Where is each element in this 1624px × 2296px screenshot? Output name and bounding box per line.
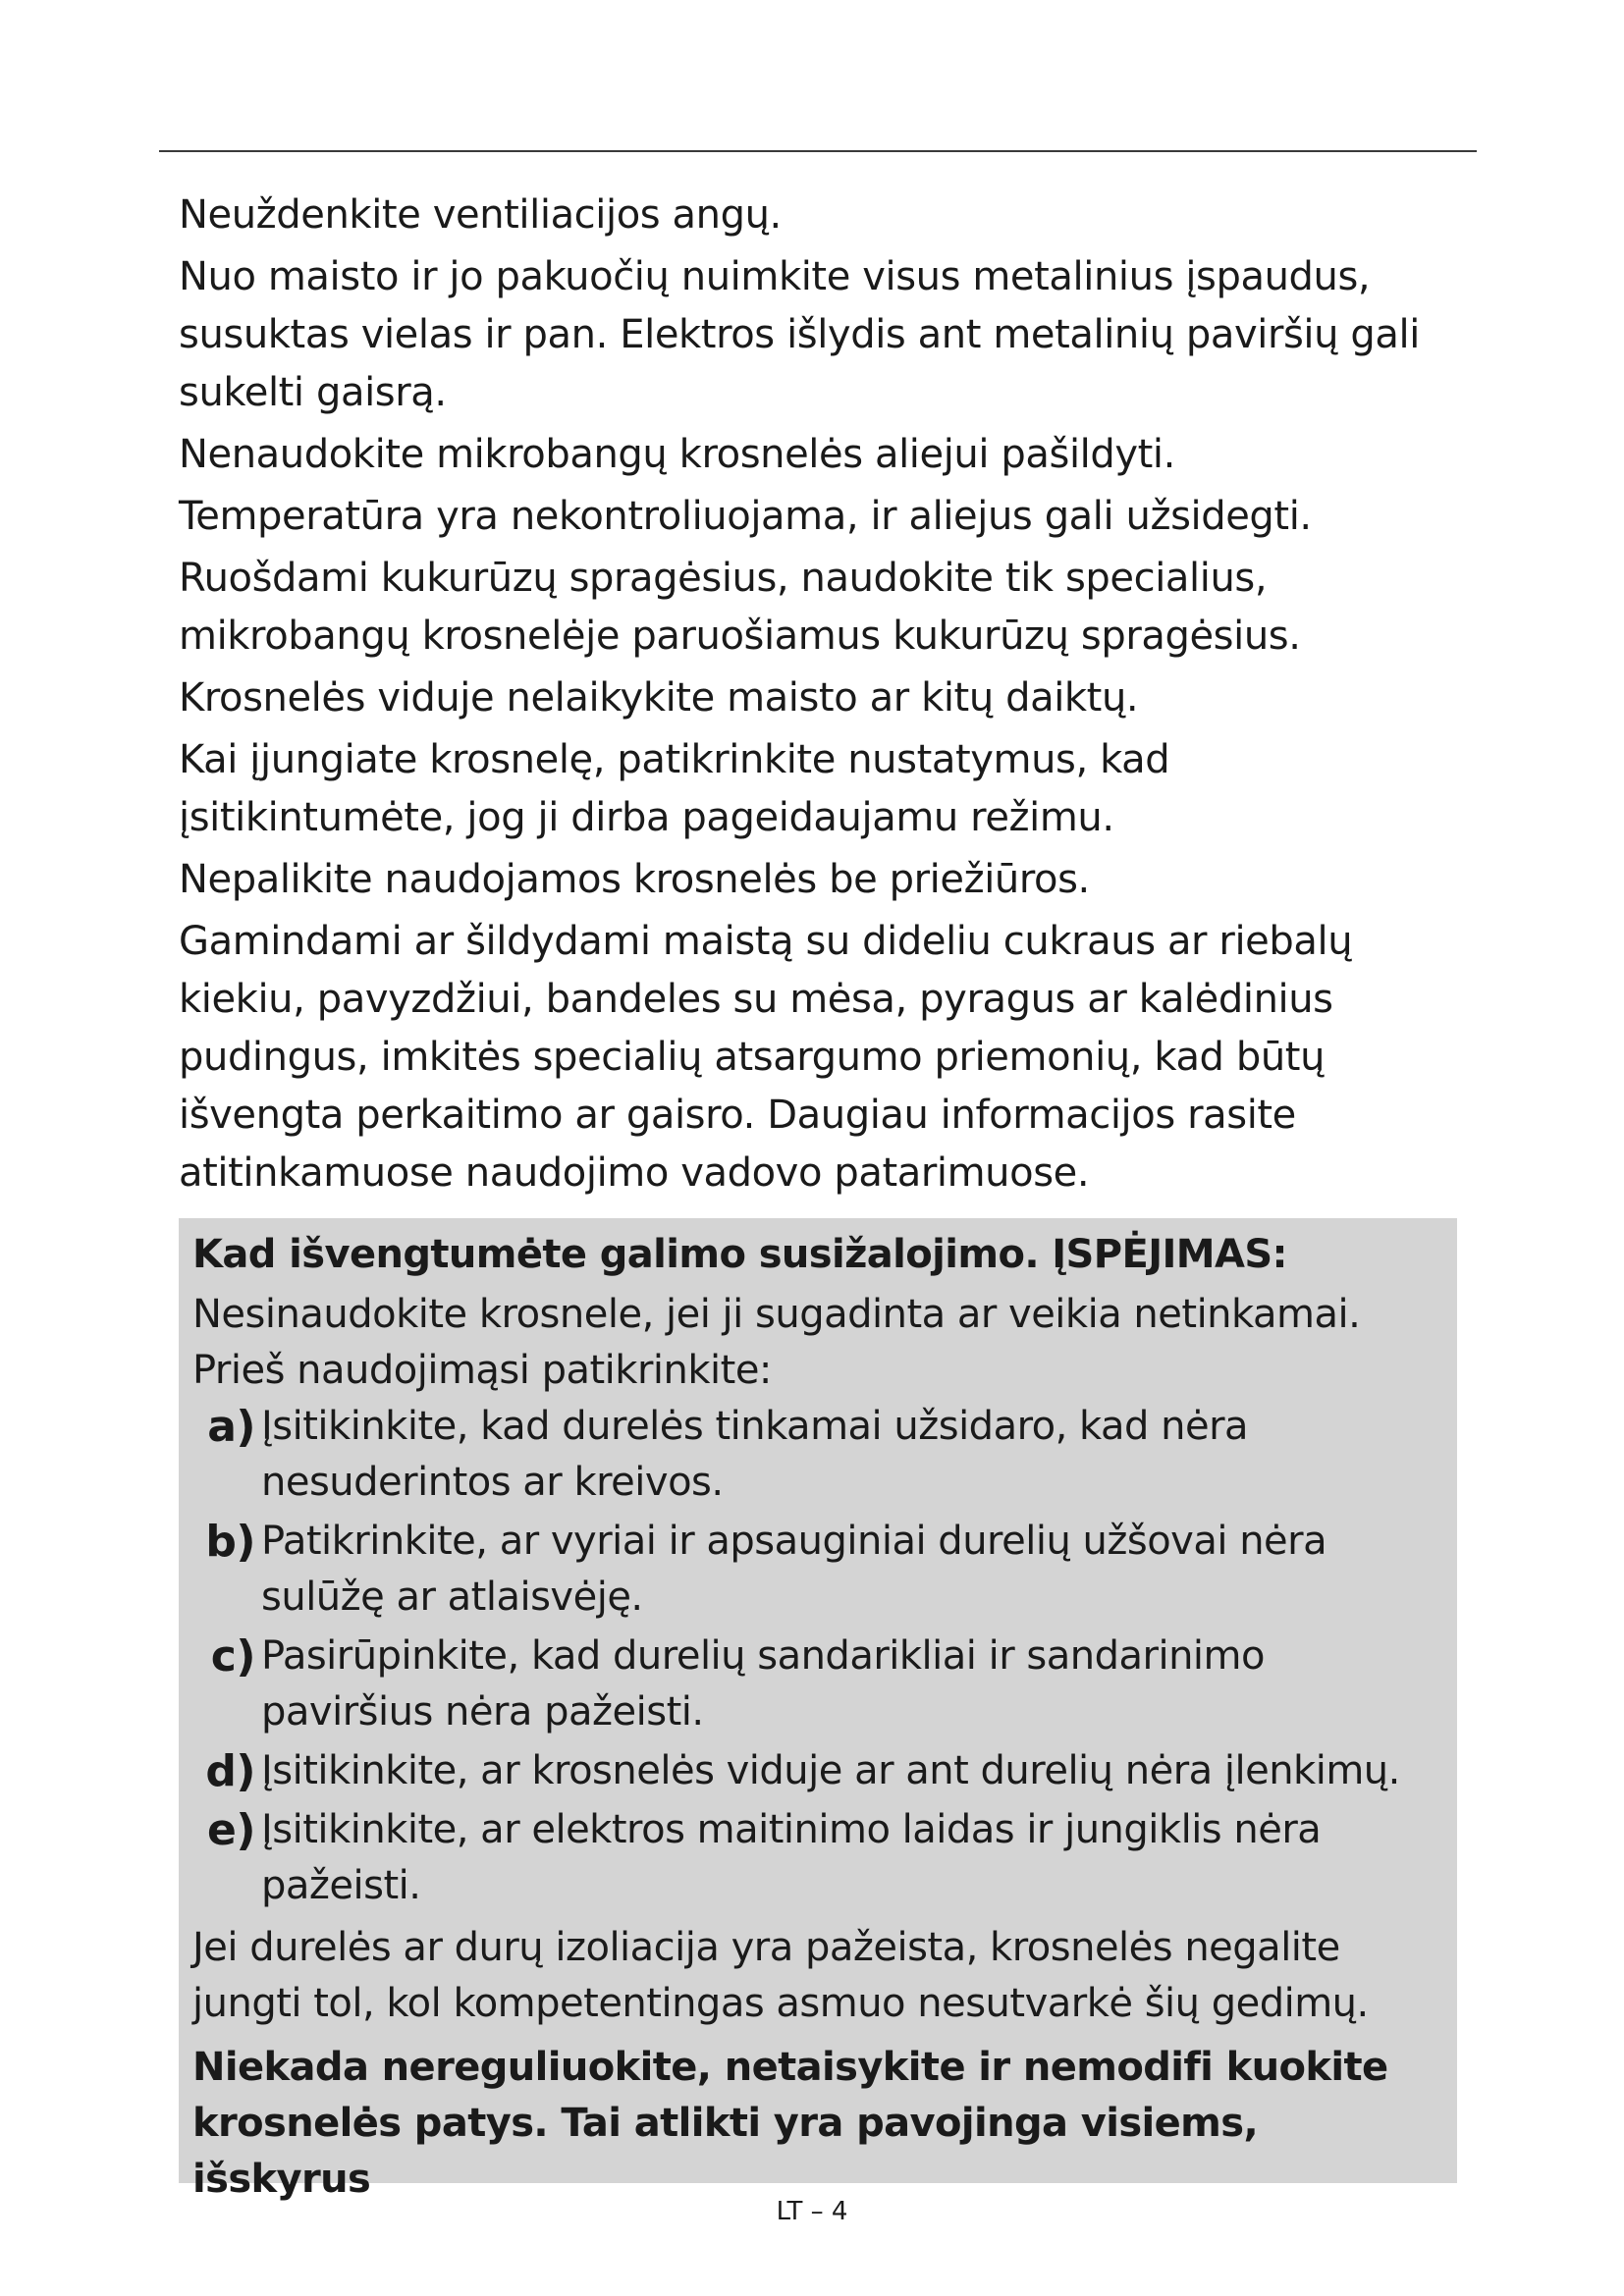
list-item <box>192 1514 1443 1626</box>
warning-box <box>179 1218 1457 2202</box>
top-divider <box>159 150 1477 152</box>
list-item-text: Patikrinkite, ar vyriai ir apsauginiai durelių užšovai nėra sulūžę ar atlaisvėję. <box>261 1519 1327 1620</box>
list-item <box>192 1629 1443 1740</box>
list-item <box>192 1743 1443 1799</box>
list-item <box>192 1399 1443 1511</box>
list-marker: c) <box>210 1631 255 1682</box>
paragraph-metal-clips: Nuo maisto ir jo pakuočių nuimkite visus metalinius įspaudus, susuktas vielas ir pan. Elektros išlydis ant metalinių paviršių gali sukelti gaisrą. <box>179 254 1420 415</box>
warning-door-damage: Jei durelės ar durų izoliacija yra pažeista, krosnelės negalite jungti tol, kol kompetentingas asmuo nesutvarkė šių gedimų. <box>192 1925 1369 2026</box>
paragraph-settings: Kai įjungiate krosnelę, patikrinkite nustatymus, kad įsitikintumėte, jog ji dirba pageidaujamu režimu. <box>179 737 1170 840</box>
page-number: LT – 4 <box>776 2197 848 2226</box>
list-marker: e) <box>207 1805 255 1855</box>
main-text <box>179 187 1475 1206</box>
list-item-text: Įsitikinkite, kad durelės tinkamai užsidaro, kad nėra nesuderintos ar kreivos. <box>261 1404 1249 1505</box>
paragraph-sugar-fat: Gamindami ar šildydami maistą su dideliu cukraus ar riebalų kiekiu, pavyzdžiui, bandeles su mėsa, pyragus ar kalėdinius pudingus, imkitės specialių atsargumo priemonių, kad būtų išvengta perkaitimo ar gaisro. Daugiau informacijos rasite atitinkamuose naudojimo vadovo patarimuose. <box>179 919 1353 1196</box>
warning-intro-line-1: Nesinaudokite krosnele, jei ji sugadinta ar veikia netinkamai. <box>192 1292 1361 1337</box>
paragraph-popcorn: Ruošdami kukurūzų spragėsius, naudokite tik specialius, mikrobangų krosnelėje paruošiamus kukurūzų spragėsius. <box>179 556 1301 659</box>
paragraph-temperature: Temperatūra yra nekontroliuojama, ir aliejus gali užsidegti. <box>179 494 1312 539</box>
list-item <box>192 1802 1443 1914</box>
list-item-text: Įsitikinkite, ar elektros maitinimo laidas ir jungiklis nėra pažeisti. <box>261 1807 1322 1908</box>
list-marker: b) <box>205 1517 255 1567</box>
warning-no-repair: Niekada nereguliuokite, netaisykite ir nemodifi kuokite krosnelės patys. Tai atlikti yra pavojinga visiems, išskyrus <box>192 2045 1388 2202</box>
paragraph-ventilation: Neuždenkite ventiliacijos angų. <box>179 192 782 238</box>
list-marker: a) <box>207 1402 255 1452</box>
warning-heading: Kad išvengtumėte galimo susižalojimo. ĮSPĖJIMAS: <box>192 1232 1287 1277</box>
list-item-text: Įsitikinkite, ar krosnelės viduje ar ant durelių nėra įlenkimų. <box>261 1748 1400 1793</box>
checklist <box>192 1399 1443 1914</box>
paragraph-unattended: Nepalikite naudojamos krosnelės be priežiūros. <box>179 857 1090 902</box>
warning-intro-line-2: Prieš naudojimąsi patikrinkite: <box>192 1348 772 1393</box>
list-item-text: Pasirūpinkite, kad durelių sandarikliai ir sandarinimo paviršius nėra pažeisti. <box>261 1633 1265 1735</box>
list-marker: d) <box>205 1746 255 1796</box>
paragraph-storage: Krosnelės viduje nelaikykite maisto ar kitų daiktų. <box>179 675 1139 721</box>
paragraph-oil: Nenaudokite mikrobangų krosnelės aliejui pašildyti. <box>179 432 1175 477</box>
